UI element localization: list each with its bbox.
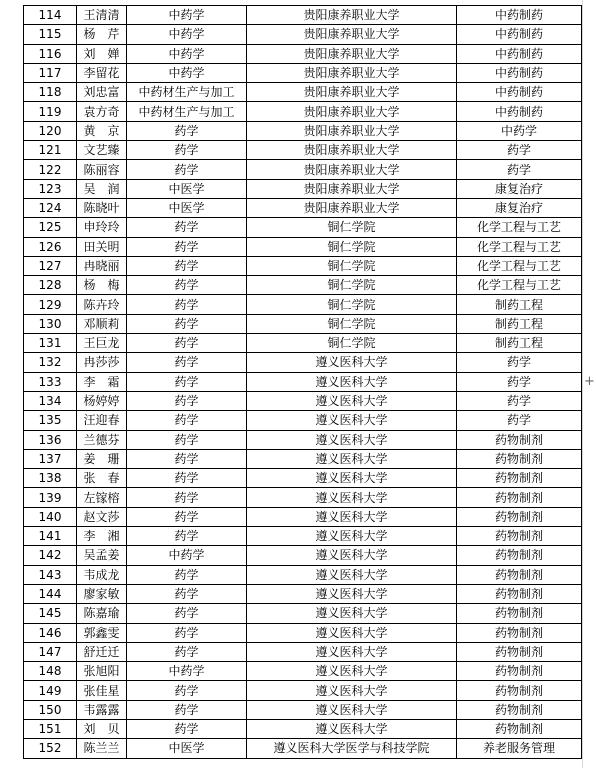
school-cell: 遵义医科大学医学与科技学院 xyxy=(247,739,457,758)
table-row xyxy=(24,198,582,217)
table-row xyxy=(24,488,582,507)
table-row xyxy=(24,719,582,738)
student-name-cell: 文艺臻 xyxy=(77,141,127,160)
specialty-cell: 药物制剂 xyxy=(457,507,582,526)
major-cell: 中药材生产与加工 xyxy=(127,102,247,121)
school-cell: 贵阳康养职业大学 xyxy=(247,44,457,63)
major-cell: 药学 xyxy=(127,469,247,488)
student-name-cell: 李 霜 xyxy=(77,372,127,391)
major-cell: 药学 xyxy=(127,353,247,372)
specialty-cell: 中药制药 xyxy=(457,44,582,63)
major-cell: 中医学 xyxy=(127,179,247,198)
row-number-cell: 146 xyxy=(24,623,77,642)
major-cell: 药学 xyxy=(127,430,247,449)
major-cell: 药学 xyxy=(127,700,247,719)
specialty-cell: 化学工程与工艺 xyxy=(457,218,582,237)
student-name-cell: 吴孟姜 xyxy=(77,546,127,565)
table-row xyxy=(24,218,582,237)
major-cell: 药学 xyxy=(127,719,247,738)
school-cell: 遵义医科大学 xyxy=(247,642,457,661)
specialty-cell: 中药制药 xyxy=(457,83,582,102)
student-name-cell: 陈晓叶 xyxy=(77,198,127,217)
specialty-cell: 药物制剂 xyxy=(457,604,582,623)
specialty-cell: 药物制剂 xyxy=(457,527,582,546)
row-number-cell: 123 xyxy=(24,179,77,198)
school-cell: 遵义医科大学 xyxy=(247,527,457,546)
plus-icon[interactable]: + xyxy=(584,374,595,389)
specialty-cell: 药物制剂 xyxy=(457,449,582,468)
school-cell: 遵义医科大学 xyxy=(247,449,457,468)
major-cell: 药学 xyxy=(127,681,247,700)
school-cell: 贵阳康养职业大学 xyxy=(247,6,457,25)
table-row xyxy=(24,527,582,546)
row-number-cell: 145 xyxy=(24,604,77,623)
school-cell: 铜仁学院 xyxy=(247,256,457,275)
student-name-cell: 左镓榕 xyxy=(77,488,127,507)
table-row xyxy=(24,276,582,295)
specialty-cell: 药物制剂 xyxy=(457,469,582,488)
table-row xyxy=(24,314,582,333)
student-name-cell: 兰德芬 xyxy=(77,430,127,449)
major-cell: 药学 xyxy=(127,584,247,603)
row-number-cell: 140 xyxy=(24,507,77,526)
school-cell: 贵阳康养职业大学 xyxy=(247,63,457,82)
specialty-cell: 药物制剂 xyxy=(457,430,582,449)
row-number-cell: 127 xyxy=(24,256,77,275)
table-row xyxy=(24,179,582,198)
specialty-cell: 药物制剂 xyxy=(457,584,582,603)
row-number-cell: 141 xyxy=(24,527,77,546)
major-cell: 药学 xyxy=(127,295,247,314)
table-row xyxy=(24,44,582,63)
specialty-cell: 制药工程 xyxy=(457,314,582,333)
row-number-cell: 133 xyxy=(24,372,77,391)
table-row xyxy=(24,565,582,584)
table-row xyxy=(24,623,582,642)
major-cell: 药学 xyxy=(127,488,247,507)
student-name-cell: 韦成龙 xyxy=(77,565,127,584)
school-cell: 遵义医科大学 xyxy=(247,700,457,719)
row-number-cell: 135 xyxy=(24,411,77,430)
row-number-cell: 139 xyxy=(24,488,77,507)
school-cell: 铜仁学院 xyxy=(247,334,457,353)
student-name-cell: 申玲玲 xyxy=(77,218,127,237)
student-name-cell: 张佳星 xyxy=(77,681,127,700)
table-row xyxy=(24,584,582,603)
major-cell: 药学 xyxy=(127,411,247,430)
school-cell: 遵义医科大学 xyxy=(247,604,457,623)
major-cell: 中药学 xyxy=(127,6,247,25)
major-cell: 药学 xyxy=(127,276,247,295)
student-name-cell: 陈兰兰 xyxy=(77,739,127,758)
major-cell: 药学 xyxy=(127,256,247,275)
student-name-cell: 郭鑫雯 xyxy=(77,623,127,642)
row-number-cell: 136 xyxy=(24,430,77,449)
specialty-cell: 药学 xyxy=(457,391,582,410)
specialty-cell: 药物制剂 xyxy=(457,623,582,642)
student-name-cell: 舒迁迁 xyxy=(77,642,127,661)
specialty-cell: 药物制剂 xyxy=(457,546,582,565)
table-row xyxy=(24,391,582,410)
major-cell: 药学 xyxy=(127,160,247,179)
row-number-cell: 149 xyxy=(24,681,77,700)
row-number-cell: 128 xyxy=(24,276,77,295)
major-cell: 药学 xyxy=(127,642,247,661)
specialty-cell: 药学 xyxy=(457,141,582,160)
specialty-cell: 药学 xyxy=(457,372,582,391)
table-row xyxy=(24,642,582,661)
school-cell: 贵阳康养职业大学 xyxy=(247,141,457,160)
table-row xyxy=(24,295,582,314)
row-number-cell: 119 xyxy=(24,102,77,121)
major-cell: 药学 xyxy=(127,218,247,237)
table-row xyxy=(24,469,582,488)
row-number-cell: 126 xyxy=(24,237,77,256)
student-name-cell: 刘忠富 xyxy=(77,83,127,102)
table-row xyxy=(24,546,582,565)
table-row xyxy=(24,507,582,526)
student-name-cell: 韦露露 xyxy=(77,700,127,719)
major-cell: 药学 xyxy=(127,237,247,256)
table-row xyxy=(24,662,582,681)
major-cell: 药学 xyxy=(127,334,247,353)
row-number-cell: 131 xyxy=(24,334,77,353)
school-cell: 遵义医科大学 xyxy=(247,623,457,642)
school-cell: 遵义医科大学 xyxy=(247,469,457,488)
table-row xyxy=(24,604,582,623)
row-number-cell: 134 xyxy=(24,391,77,410)
student-name-cell: 王清清 xyxy=(77,6,127,25)
student-name-cell: 邓顺莉 xyxy=(77,314,127,333)
table-row xyxy=(24,25,582,44)
specialty-cell: 化学工程与工艺 xyxy=(457,237,582,256)
major-cell: 中医学 xyxy=(127,739,247,758)
table-row xyxy=(24,83,582,102)
specialty-cell: 康复治疗 xyxy=(457,179,582,198)
table-row xyxy=(24,160,582,179)
major-cell: 药学 xyxy=(127,449,247,468)
major-cell: 药学 xyxy=(127,623,247,642)
student-name-cell: 杨婷婷 xyxy=(77,391,127,410)
specialty-cell: 药物制剂 xyxy=(457,700,582,719)
specialty-cell: 制药工程 xyxy=(457,334,582,353)
row-number-cell: 129 xyxy=(24,295,77,314)
row-number-cell: 130 xyxy=(24,314,77,333)
specialty-cell: 药学 xyxy=(457,411,582,430)
school-cell: 遵义医科大学 xyxy=(247,662,457,681)
specialty-cell: 药物制剂 xyxy=(457,488,582,507)
specialty-cell: 药学 xyxy=(457,160,582,179)
table-row xyxy=(24,353,582,372)
student-name-cell: 田关明 xyxy=(77,237,127,256)
student-name-cell: 姜 珊 xyxy=(77,449,127,468)
specialty-cell: 康复治疗 xyxy=(457,198,582,217)
specialty-cell: 制药工程 xyxy=(457,295,582,314)
school-cell: 遵义医科大学 xyxy=(247,353,457,372)
table-row xyxy=(24,430,582,449)
table-row xyxy=(24,6,582,25)
school-cell: 遵义医科大学 xyxy=(247,488,457,507)
school-cell: 遵义医科大学 xyxy=(247,430,457,449)
student-name-cell: 杨 梅 xyxy=(77,276,127,295)
major-cell: 药学 xyxy=(127,121,247,140)
student-name-cell: 王巨龙 xyxy=(77,334,127,353)
roster-body xyxy=(24,6,582,759)
student-name-cell: 袁方奇 xyxy=(77,102,127,121)
school-cell: 贵阳康养职业大学 xyxy=(247,160,457,179)
row-number-cell: 116 xyxy=(24,44,77,63)
specialty-cell: 药学 xyxy=(457,353,582,372)
table-row xyxy=(24,256,582,275)
school-cell: 遵义医科大学 xyxy=(247,546,457,565)
major-cell: 中药材生产与加工 xyxy=(127,83,247,102)
major-cell: 中药学 xyxy=(127,662,247,681)
school-cell: 铜仁学院 xyxy=(247,314,457,333)
row-number-cell: 144 xyxy=(24,584,77,603)
student-name-cell: 李留花 xyxy=(77,63,127,82)
specialty-cell: 药物制剂 xyxy=(457,662,582,681)
specialty-cell: 中药制药 xyxy=(457,63,582,82)
table-row xyxy=(24,102,582,121)
row-number-cell: 150 xyxy=(24,700,77,719)
table-row xyxy=(24,334,582,353)
row-number-cell: 115 xyxy=(24,25,77,44)
specialty-cell: 化学工程与工艺 xyxy=(457,276,582,295)
major-cell: 药学 xyxy=(127,141,247,160)
student-name-cell: 吴 润 xyxy=(77,179,127,198)
major-cell: 药学 xyxy=(127,604,247,623)
row-number-cell: 118 xyxy=(24,83,77,102)
row-number-cell: 147 xyxy=(24,642,77,661)
school-cell: 遵义医科大学 xyxy=(247,391,457,410)
table-row xyxy=(24,121,582,140)
school-cell: 遵义医科大学 xyxy=(247,565,457,584)
student-name-cell: 杨 芹 xyxy=(77,25,127,44)
major-cell: 中药学 xyxy=(127,546,247,565)
school-cell: 贵阳康养职业大学 xyxy=(247,121,457,140)
specialty-cell: 中药制药 xyxy=(457,6,582,25)
school-cell: 贵阳康养职业大学 xyxy=(247,25,457,44)
student-name-cell: 冉晓丽 xyxy=(77,256,127,275)
student-name-cell: 冉莎莎 xyxy=(77,353,127,372)
school-cell: 遵义医科大学 xyxy=(247,681,457,700)
student-name-cell: 李 湘 xyxy=(77,527,127,546)
major-cell: 药学 xyxy=(127,372,247,391)
row-number-cell: 152 xyxy=(24,739,77,758)
row-number-cell: 142 xyxy=(24,546,77,565)
row-number-cell: 138 xyxy=(24,469,77,488)
student-name-cell: 刘 贝 xyxy=(77,719,127,738)
row-number-cell: 151 xyxy=(24,719,77,738)
school-cell: 贵阳康养职业大学 xyxy=(247,102,457,121)
major-cell: 药学 xyxy=(127,565,247,584)
row-number-cell: 121 xyxy=(24,141,77,160)
student-name-cell: 赵文莎 xyxy=(77,507,127,526)
table-row xyxy=(24,141,582,160)
major-cell: 中药学 xyxy=(127,44,247,63)
major-cell: 中医学 xyxy=(127,198,247,217)
student-name-cell: 刘 婵 xyxy=(77,44,127,63)
row-number-cell: 120 xyxy=(24,121,77,140)
row-number-cell: 125 xyxy=(24,218,77,237)
student-name-cell: 张旭阳 xyxy=(77,662,127,681)
specialty-cell: 药物制剂 xyxy=(457,681,582,700)
school-cell: 遵义医科大学 xyxy=(247,719,457,738)
row-number-cell: 124 xyxy=(24,198,77,217)
school-cell: 遵义医科大学 xyxy=(247,372,457,391)
table-row xyxy=(24,739,582,758)
specialty-cell: 药物制剂 xyxy=(457,642,582,661)
specialty-cell: 药物制剂 xyxy=(457,565,582,584)
student-name-cell: 陈卉玲 xyxy=(77,295,127,314)
school-cell: 贵阳康养职业大学 xyxy=(247,83,457,102)
table-row xyxy=(24,449,582,468)
school-cell: 遵义医科大学 xyxy=(247,507,457,526)
specialty-cell: 养老服务管理 xyxy=(457,739,582,758)
table-row xyxy=(24,63,582,82)
major-cell: 药学 xyxy=(127,391,247,410)
student-name-cell: 汪迎春 xyxy=(77,411,127,430)
major-cell: 药学 xyxy=(127,314,247,333)
school-cell: 遵义医科大学 xyxy=(247,411,457,430)
major-cell: 中药学 xyxy=(127,25,247,44)
row-number-cell: 114 xyxy=(24,6,77,25)
school-cell: 铜仁学院 xyxy=(247,295,457,314)
major-cell: 药学 xyxy=(127,527,247,546)
row-number-cell: 117 xyxy=(24,63,77,82)
student-name-cell: 陈丽容 xyxy=(77,160,127,179)
specialty-cell: 中药学 xyxy=(457,121,582,140)
roster-table xyxy=(23,5,582,759)
school-cell: 铜仁学院 xyxy=(247,276,457,295)
table-row xyxy=(24,700,582,719)
table-row xyxy=(24,237,582,256)
student-name-cell: 黄 京 xyxy=(77,121,127,140)
student-name-cell: 张 春 xyxy=(77,469,127,488)
school-cell: 贵阳康养职业大学 xyxy=(247,198,457,217)
row-number-cell: 137 xyxy=(24,449,77,468)
school-cell: 铜仁学院 xyxy=(247,237,457,256)
student-name-cell: 陈嘉瑜 xyxy=(77,604,127,623)
major-cell: 药学 xyxy=(127,507,247,526)
table-row xyxy=(24,681,582,700)
specialty-cell: 中药制药 xyxy=(457,25,582,44)
school-cell: 遵义医科大学 xyxy=(247,584,457,603)
student-name-cell: 廖家敏 xyxy=(77,584,127,603)
specialty-cell: 药物制剂 xyxy=(457,719,582,738)
row-number-cell: 122 xyxy=(24,160,77,179)
specialty-cell: 化学工程与工艺 xyxy=(457,256,582,275)
table-row xyxy=(24,411,582,430)
school-cell: 铜仁学院 xyxy=(247,218,457,237)
specialty-cell: 中药制药 xyxy=(457,102,582,121)
table-row xyxy=(24,372,582,391)
school-cell: 贵阳康养职业大学 xyxy=(247,179,457,198)
major-cell: 中药学 xyxy=(127,63,247,82)
row-number-cell: 148 xyxy=(24,662,77,681)
row-number-cell: 132 xyxy=(24,353,77,372)
row-number-cell: 143 xyxy=(24,565,77,584)
